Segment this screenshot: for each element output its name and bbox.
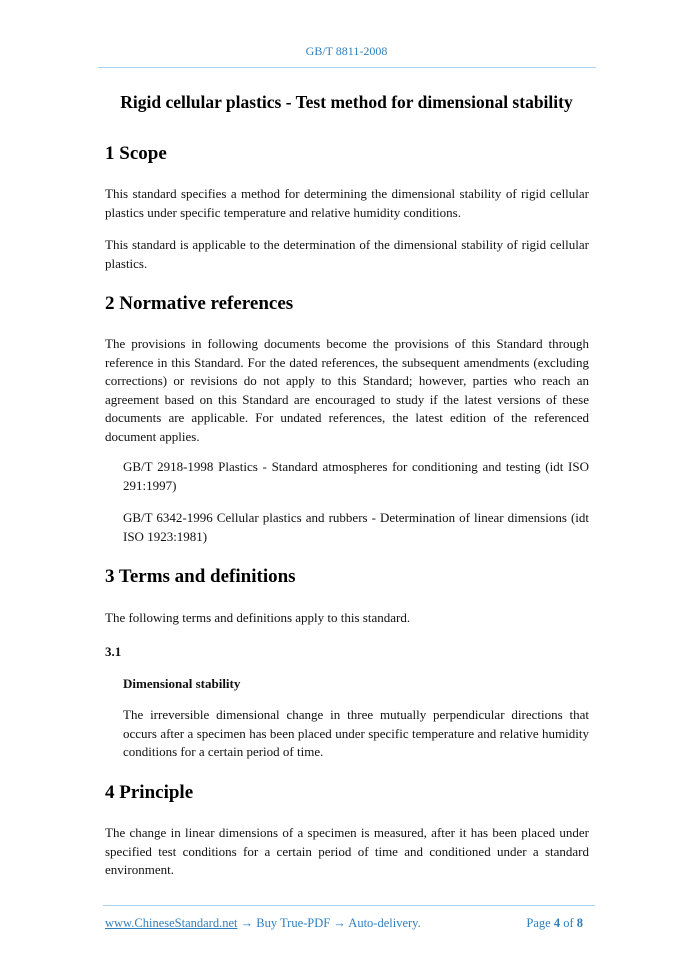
reference-item: GB/T 2918-1998 Plastics - Standard atmospheres for conditioning and testing (idt ISO 291:1997) bbox=[123, 459, 589, 493]
term-number: 3.1 bbox=[105, 644, 122, 659]
footer-divider bbox=[103, 905, 595, 906]
reference-item: GB/T 6342-1996 Cellular plastics and rubbers - Determination of linear dimensions (idt ISO 1923:1981) bbox=[123, 510, 589, 544]
principle-paragraph: The change in linear dimensions of a specimen is measured, after it has been placed under specified test conditions for a certain period of time and conditioned under a standard environment. bbox=[105, 825, 589, 877]
document-title: Rigid cellular plastics - Test method for dimensional stability bbox=[120, 92, 573, 112]
section-heading-scope: 1 Scope bbox=[105, 143, 167, 164]
term-definition: The irreversible dimensional change in three mutually perpendicular directions that occurs after a specimen has been placed under specific temperature and relative humidity conditions for a certain period of time. bbox=[123, 707, 589, 759]
section-heading-terms-and-definitions: 3 Terms and definitions bbox=[105, 566, 296, 587]
page-of: of bbox=[563, 916, 574, 930]
scope-paragraph-2: This standard is applicable to the determination of the dimensional stability of rigid cellular plastics. bbox=[105, 237, 589, 271]
header-standard-code: GB/T 8811-2008 bbox=[305, 44, 388, 58]
header-divider bbox=[98, 67, 596, 68]
scope-paragraph-1: This standard specifies a method for determining the dimensional stability of rigid cellular plastics under specific temperature and relative humidity conditions. bbox=[105, 186, 589, 220]
page-label: Page bbox=[526, 916, 551, 930]
term-name: Dimensional stability bbox=[123, 676, 241, 691]
footer-promo-text: → Buy True-PDF → Auto-delivery. bbox=[237, 916, 421, 930]
page-total: 8 bbox=[576, 916, 583, 930]
footer bbox=[105, 916, 589, 931]
normative-references-paragraph: The provisions in following documents become the provisions of this Standard through reference in this Standard. For the dated references, the subsequent amendments (excluding corrections) or revisions do not apply to this Standard; however, parties who reach an agreement based on this Standard are encouraged to study if the latest versions of these documents are applicable. For undated references, the latest edition of the referenced document applies. bbox=[105, 336, 589, 444]
page-indicator bbox=[526, 916, 583, 931]
terms-intro-paragraph: The following terms and definitions apply to this standard. bbox=[105, 610, 411, 625]
chinesestandard-link[interactable]: www.ChineseStandard.net bbox=[105, 916, 238, 930]
page-current: 4 bbox=[553, 916, 561, 930]
section-heading-normative-references: 2 Normative references bbox=[105, 293, 294, 314]
section-heading-principle: 4 Principle bbox=[105, 782, 194, 803]
